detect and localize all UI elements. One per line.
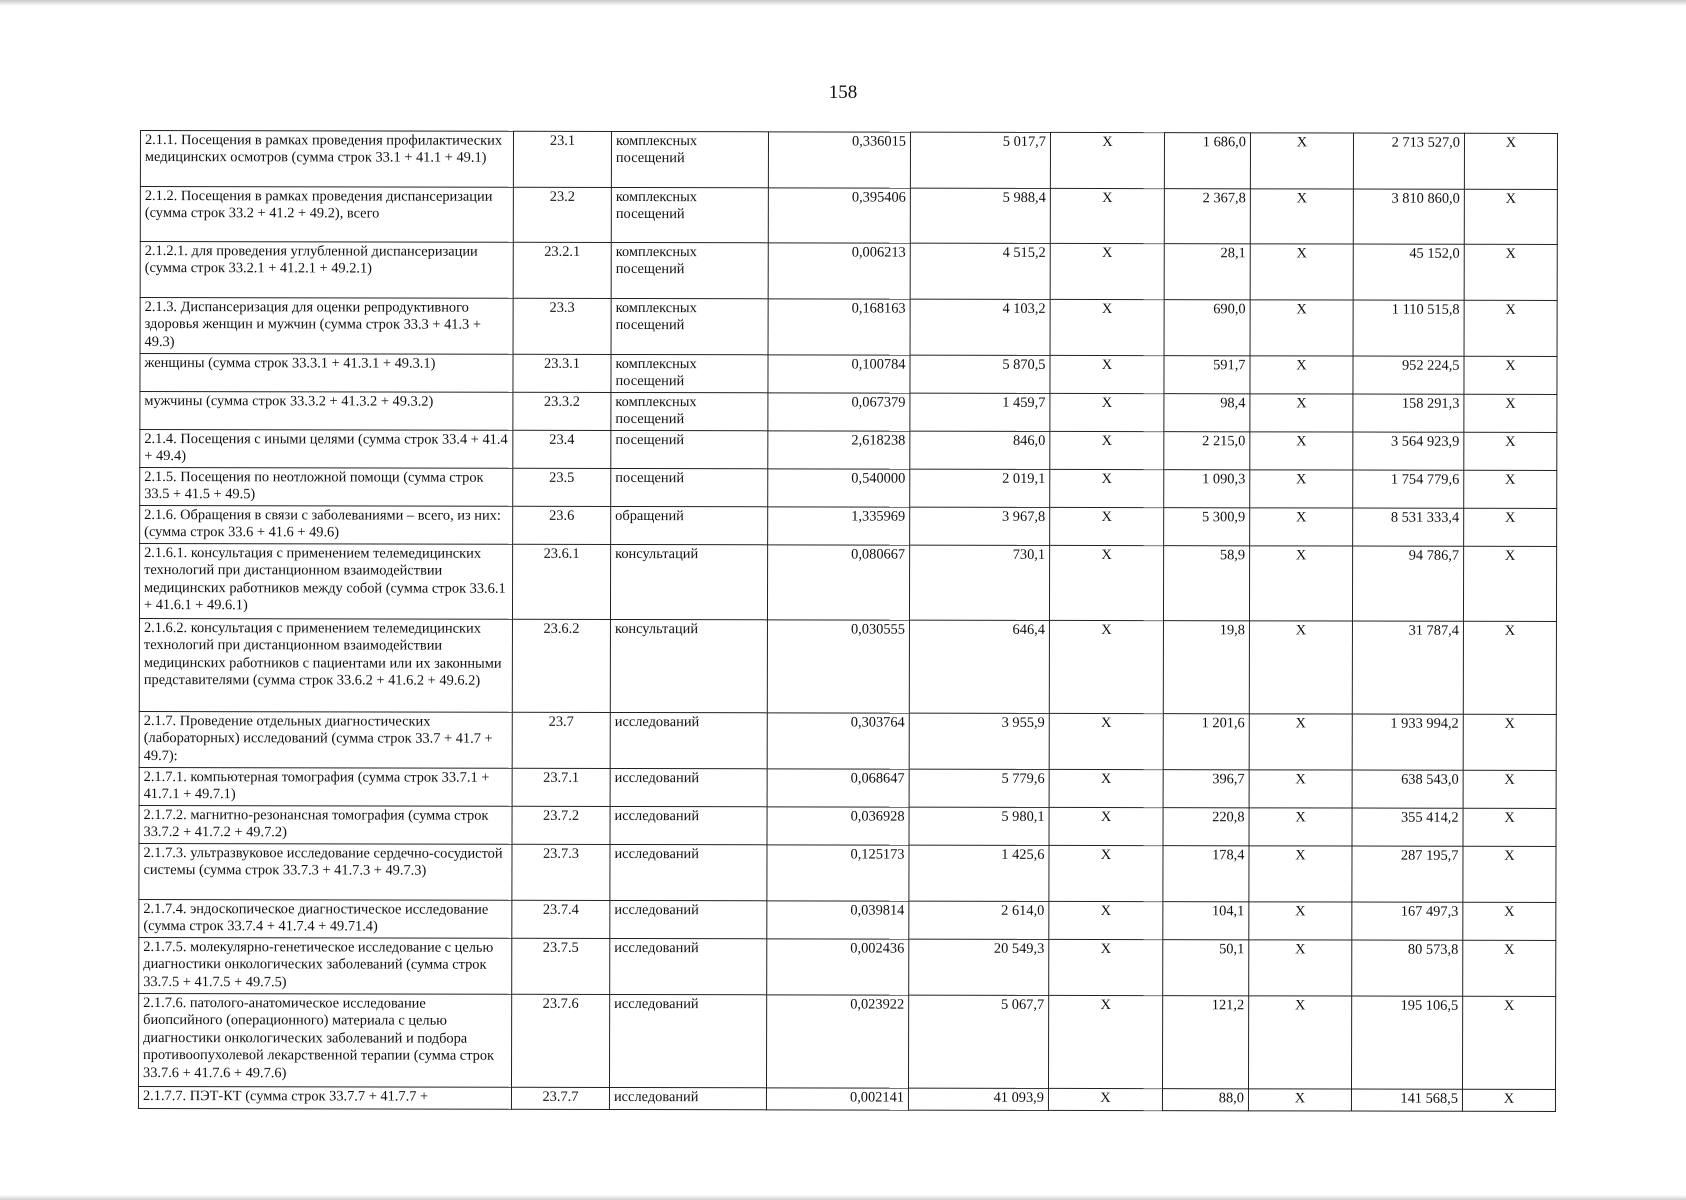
row-cost: 5 988,4 <box>910 188 1050 243</box>
row-x-mark: X <box>1050 469 1164 507</box>
row-x-mark: X <box>1464 394 1557 432</box>
row-unit: исследований <box>610 768 767 806</box>
row-code: 23.6.2 <box>512 619 610 712</box>
row-code: 23.7.3 <box>512 844 610 900</box>
row-amount: 5 300,9 <box>1164 508 1250 546</box>
row-x-mark: X <box>1050 299 1164 355</box>
row-code: 23.7.2 <box>512 806 610 844</box>
row-x-mark: X <box>1464 432 1557 470</box>
row-x-mark: X <box>1050 355 1164 393</box>
row-total: 195 106,5 <box>1351 996 1462 1089</box>
row-amount: 58,9 <box>1163 546 1249 621</box>
table-row <box>139 619 1556 715</box>
table-row <box>139 805 1556 846</box>
row-x-mark: X <box>1249 770 1352 808</box>
row-name: женщины (сумма строк 33.3.1 + 41.3.1 + 49.3.1) <box>140 354 513 393</box>
row-unit: комплексных посещений <box>611 354 768 392</box>
row-name: 2.1.7. Проведение отдельных диагностических (лабораторных) исследований (сумма строк 33.7 + 41.7 + 49.7): <box>139 711 512 768</box>
row-amount: 88,0 <box>1162 1089 1248 1111</box>
scan-edge-top <box>0 0 1686 6</box>
row-x-mark: X <box>1249 902 1352 940</box>
row-x-mark: X <box>1250 394 1353 432</box>
row-name: 2.1.7.1. компьютерная томография (сумма строк 33.7.1 + 41.7.1 + 49.7.1) <box>139 767 512 806</box>
row-x-mark: X <box>1464 508 1557 546</box>
row-total: 45 152,0 <box>1353 244 1464 300</box>
row-total: 141 568,5 <box>1351 1089 1462 1111</box>
row-cost: 5 779,6 <box>909 769 1049 807</box>
row-norm: 0,395406 <box>768 188 910 243</box>
row-name: 2.1.4. Посещения с иными целями (сумма строк 33.4 + 41.4 + 49.4) <box>140 430 513 469</box>
row-name: 2.1.7.5. молекулярно-генетическое исследование с целью диагностики онкологических заболеваний (сумма строк 33.7.5 + 41.7.5 + 49.7.5) <box>139 937 512 994</box>
row-x-mark: X <box>1250 356 1353 394</box>
table-row <box>140 298 1557 357</box>
row-cost: 3 955,9 <box>909 713 1049 769</box>
row-name: 2.1.1. Посещения в рамках проведения профилактических медицинских осмотров (сумма строк 33.1 + 41.1 + 49.1) <box>140 131 513 188</box>
table-row <box>140 506 1557 547</box>
row-x-mark: X <box>1249 621 1352 714</box>
row-total: 8 531 333,4 <box>1353 508 1464 546</box>
row-name: 2.1.7.3. ультразвуковое исследование сердечно-сосудистой системы (сумма строк 33.7.3 + 41.7.3 + 49.7.3) <box>139 843 512 900</box>
row-norm: 0,068647 <box>767 769 909 807</box>
row-x-mark: X <box>1464 189 1557 244</box>
row-x-mark: X <box>1048 1088 1162 1110</box>
table-row <box>140 354 1557 395</box>
row-norm: 0,039814 <box>767 901 909 939</box>
row-x-mark: X <box>1464 244 1557 300</box>
row-amount: 98,4 <box>1164 394 1250 432</box>
row-name: 2.1.2. Посещения в рамках проведения диспансеризации (сумма строк 33.2 + 41.2 + 49.2), всего <box>140 187 513 243</box>
row-x-mark: X <box>1463 770 1556 808</box>
row-cost: 2 614,0 <box>909 901 1049 939</box>
row-amount: 104,1 <box>1163 902 1249 940</box>
row-unit: посещений <box>611 430 768 468</box>
table-row <box>140 242 1557 301</box>
row-unit: исследований <box>610 900 767 938</box>
row-x-mark: X <box>1049 939 1163 995</box>
row-unit: исследований <box>610 712 767 768</box>
row-unit: исследований <box>609 994 766 1087</box>
row-unit: консультаций <box>610 544 767 619</box>
row-unit: комплексных посещений <box>611 242 768 298</box>
row-name: 2.1.6.1. консультация с применением телемедицинских технологий при дистанционном взаимодействии медицинских работников между собой (сумма строк 33.6.1 + 41.6.1 + 49.6.1) <box>139 544 512 620</box>
row-cost: 4 103,2 <box>910 299 1050 355</box>
row-unit: комплексных посещений <box>611 187 768 242</box>
row-cost: 41 093,9 <box>908 1088 1048 1110</box>
row-amount: 1 090,3 <box>1164 470 1250 508</box>
table-row <box>138 1086 1555 1111</box>
row-norm: 0,030555 <box>767 620 909 713</box>
row-code: 23.2 <box>513 187 611 242</box>
row-norm: 1,335969 <box>768 507 910 545</box>
row-norm: 0,036928 <box>767 807 909 845</box>
row-cost: 846,0 <box>910 431 1050 469</box>
row-total: 3 564 923,9 <box>1353 432 1464 470</box>
row-cost: 1 459,7 <box>910 393 1050 431</box>
row-code: 23.7.6 <box>511 994 609 1087</box>
row-x-mark: X <box>1249 940 1352 996</box>
row-code: 23.7.1 <box>512 768 610 806</box>
row-unit: обращений <box>611 506 768 544</box>
row-code: 23.3 <box>513 298 611 354</box>
row-cost: 1 425,6 <box>909 845 1049 901</box>
row-norm: 0,006213 <box>768 243 910 299</box>
row-norm: 0,168163 <box>768 299 910 355</box>
row-x-mark: X <box>1048 995 1162 1088</box>
row-x-mark: X <box>1250 470 1353 508</box>
row-amount: 178,4 <box>1163 846 1249 902</box>
row-x-mark: X <box>1250 244 1353 300</box>
table-row <box>140 131 1557 190</box>
row-code: 23.7.5 <box>512 938 610 994</box>
table-row <box>138 993 1555 1089</box>
row-norm: 0,303764 <box>767 713 909 769</box>
table-row <box>140 392 1557 433</box>
row-cost: 730,1 <box>909 545 1049 620</box>
row-code: 23.7.4 <box>512 900 610 938</box>
row-cost: 20 549,3 <box>909 939 1049 995</box>
row-total: 1 110 515,8 <box>1353 300 1464 356</box>
row-norm: 2,618238 <box>768 431 910 469</box>
row-x-mark: X <box>1248 1089 1351 1111</box>
row-name: 2.1.5. Посещения по неотложной помощи (сумма строк 33.5 + 41.5 + 49.5) <box>140 468 513 507</box>
row-unit: исследований <box>609 1087 766 1109</box>
table-row <box>139 711 1556 770</box>
row-x-mark: X <box>1463 940 1556 996</box>
row-x-mark: X <box>1250 508 1353 546</box>
row-name: 2.1.7.6. патолого-анатомическое исследование биопсийного (операционного) материала с целью диагностики онкологических заболеваний и подбора противоопухолевой лекарственной терапии (сумма строк 33.7.6 + 41.7.6 + 49.7.6) <box>138 993 511 1087</box>
scan-edge-bottom <box>0 1195 1686 1200</box>
table-row <box>140 430 1557 471</box>
row-x-mark: X <box>1464 470 1557 508</box>
row-x-mark: X <box>1463 846 1556 902</box>
row-cost: 3 967,8 <box>910 507 1050 545</box>
row-name: 2.1.6.2. консультация с применением телемедицинских технологий при дистанционном взаимодействии медицинских работников с пациентами или их законными представителями (сумма строк 33.6.2 + 41.6.2 + 49.6.2) <box>139 619 512 713</box>
row-code: 23.4 <box>513 430 611 468</box>
table-row <box>140 187 1557 245</box>
row-x-mark: X <box>1250 300 1353 356</box>
row-norm: 0,125173 <box>767 845 909 901</box>
row-x-mark: X <box>1463 714 1556 770</box>
row-x-mark: X <box>1250 189 1353 244</box>
row-x-mark: X <box>1050 188 1164 243</box>
row-amount: 690,0 <box>1164 300 1250 356</box>
row-code: 23.6.1 <box>512 544 610 619</box>
row-total: 158 291,3 <box>1353 394 1464 432</box>
row-name: 2.1.2.1. для проведения углубленной диспансеризации (сумма строк 33.2.1 + 41.2.1 + 49.2.1) <box>140 242 513 299</box>
row-cost: 5 980,1 <box>909 807 1049 845</box>
row-total: 287 195,7 <box>1352 846 1463 902</box>
row-name: 2.1.6. Обращения в связи с заболеваниями – всего, из них: (сумма строк 33.6 + 41.6 + 49.6) <box>140 506 513 545</box>
row-name: 2.1.7.4. эндоскопическое диагностическое исследование (сумма строк 33.7.4 + 41.7.4 + 49.71.4) <box>139 899 512 938</box>
row-cost: 646,4 <box>909 620 1049 713</box>
row-x-mark: X <box>1049 769 1163 807</box>
row-x-mark: X <box>1249 808 1352 846</box>
row-norm: 0,540000 <box>768 469 910 507</box>
row-x-mark: X <box>1463 621 1556 714</box>
row-norm: 0,002141 <box>766 1088 908 1110</box>
row-amount: 591,7 <box>1164 356 1250 394</box>
row-x-mark: X <box>1249 714 1352 770</box>
row-amount: 50,1 <box>1163 940 1249 996</box>
row-total: 1 933 994,2 <box>1352 714 1463 770</box>
row-x-mark: X <box>1249 546 1352 621</box>
row-code: 23.6 <box>513 506 611 544</box>
row-code: 23.1 <box>513 131 611 187</box>
row-total: 355 414,2 <box>1352 808 1463 846</box>
row-total: 31 787,4 <box>1352 621 1463 714</box>
row-total: 638 543,0 <box>1352 770 1463 808</box>
row-x-mark: X <box>1464 356 1557 394</box>
table-row <box>139 767 1556 808</box>
row-x-mark: X <box>1049 845 1163 901</box>
row-total: 3 810 860,0 <box>1353 189 1464 244</box>
row-x-mark: X <box>1049 620 1163 713</box>
row-code: 23.7 <box>512 712 610 768</box>
row-unit: комплексных посещений <box>611 298 768 354</box>
row-x-mark: X <box>1464 133 1557 189</box>
row-total: 952 224,5 <box>1353 356 1464 394</box>
row-x-mark: X <box>1049 713 1163 769</box>
row-unit: комплексных посещений <box>611 392 768 430</box>
row-norm: 0,336015 <box>768 132 910 188</box>
row-cost: 5 017,7 <box>910 132 1050 188</box>
row-unit: исследований <box>610 844 767 900</box>
row-name: 2.1.3. Диспансеризация для оценки репродуктивного здоровья женщин и мужчин (сумма строк 33.3 + 41.3 + 49.3) <box>140 298 513 355</box>
row-code: 23.5 <box>513 468 611 506</box>
row-x-mark: X <box>1050 431 1164 469</box>
row-unit: исследований <box>610 806 767 844</box>
row-x-mark: X <box>1050 132 1164 188</box>
table-row <box>139 899 1556 940</box>
row-amount: 1 686,0 <box>1164 133 1250 189</box>
row-x-mark: X <box>1049 545 1163 620</box>
row-amount: 19,8 <box>1163 621 1249 714</box>
row-name: 2.1.7.7. ПЭТ-КТ (сумма строк 33.7.7 + 41.7.7 + <box>138 1086 511 1109</box>
row-total: 94 786,7 <box>1352 546 1463 621</box>
row-unit: посещений <box>611 468 768 506</box>
row-norm: 0,080667 <box>767 545 909 620</box>
row-x-mark: X <box>1050 393 1164 431</box>
table-row <box>139 843 1556 902</box>
page-number: 158 <box>828 82 858 103</box>
row-amount: 2 367,8 <box>1164 189 1250 244</box>
row-unit: консультаций <box>610 619 767 712</box>
row-x-mark: X <box>1248 996 1351 1089</box>
row-cost: 5 067,7 <box>908 995 1048 1088</box>
row-x-mark: X <box>1050 507 1164 545</box>
row-x-mark: X <box>1462 1089 1555 1111</box>
row-x-mark: X <box>1250 133 1353 189</box>
row-unit: исследований <box>610 938 767 994</box>
row-amount: 1 201,6 <box>1163 714 1249 770</box>
row-total: 2 713 527,0 <box>1353 133 1464 189</box>
table-row <box>139 544 1556 622</box>
row-x-mark: X <box>1049 901 1163 939</box>
row-norm: 0,100784 <box>768 355 910 393</box>
row-code: 23.2.1 <box>513 242 611 298</box>
row-x-mark: X <box>1463 808 1556 846</box>
row-amount: 28,1 <box>1164 244 1250 300</box>
row-amount: 396,7 <box>1163 770 1249 808</box>
row-x-mark: X <box>1050 243 1164 299</box>
row-x-mark: X <box>1464 300 1557 356</box>
row-x-mark: X <box>1462 996 1555 1089</box>
row-name: 2.1.7.2. магнитно-резонансная томография (сумма строк 33.7.2 + 41.7.2 + 49.7.2) <box>139 805 512 844</box>
row-x-mark: X <box>1250 432 1353 470</box>
row-amount: 2 215,0 <box>1164 432 1250 470</box>
row-name: мужчины (сумма строк 33.3.2 + 41.3.2 + 49.3.2) <box>140 392 513 431</box>
row-total: 80 573,8 <box>1352 940 1463 996</box>
row-cost: 2 019,1 <box>910 469 1050 507</box>
table-row <box>140 468 1557 509</box>
row-cost: 5 870,5 <box>910 355 1050 393</box>
row-unit: комплексных посещений <box>611 131 768 187</box>
row-total: 167 497,3 <box>1352 902 1463 940</box>
row-cost: 4 515,2 <box>910 243 1050 299</box>
row-x-mark: X <box>1049 807 1163 845</box>
row-x-mark: X <box>1249 846 1352 902</box>
row-amount: 121,2 <box>1162 996 1248 1089</box>
row-norm: 0,002436 <box>767 939 909 995</box>
row-x-mark: X <box>1463 546 1556 621</box>
row-amount: 220,8 <box>1163 808 1249 846</box>
row-norm: 0,023922 <box>766 995 908 1088</box>
row-code: 23.7.7 <box>511 1087 609 1109</box>
row-x-mark: X <box>1463 902 1556 940</box>
row-total: 1 754 779,6 <box>1353 470 1464 508</box>
table-row <box>139 937 1556 996</box>
row-code: 23.3.2 <box>513 392 611 430</box>
row-norm: 0,067379 <box>768 393 910 431</box>
data-table <box>138 130 1558 1112</box>
row-code: 23.3.1 <box>513 354 611 392</box>
